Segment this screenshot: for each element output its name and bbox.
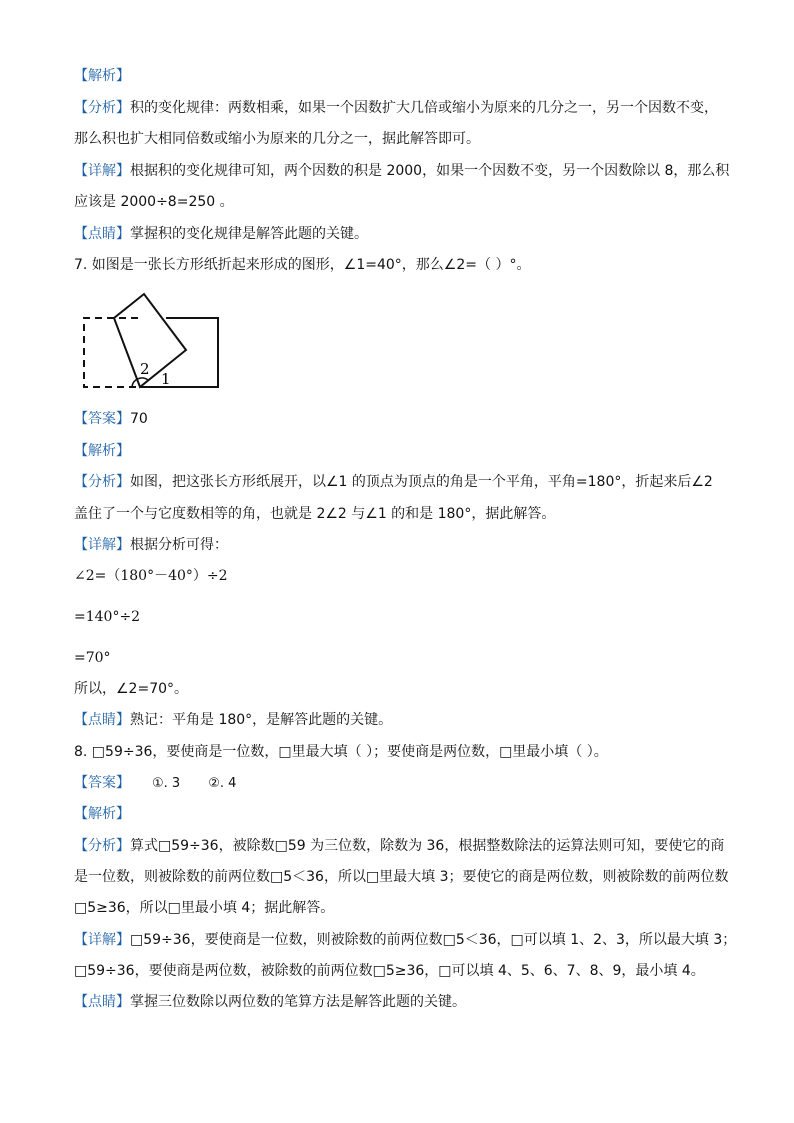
answer-line bbox=[74, 409, 148, 429]
tag-label: 【详解】 bbox=[74, 537, 130, 553]
line-text: 掌握积的变化规律是解答此题的关键。 bbox=[130, 226, 368, 242]
tag-label: 【答案】 bbox=[74, 411, 130, 427]
analysis-heading bbox=[74, 66, 130, 86]
line-text: 那么积也扩大相同倍数或缩小为原来的几分之一，据此解答即可。 bbox=[74, 131, 480, 147]
text-line bbox=[74, 992, 466, 1012]
line-text: □59÷36，要使商是一位数，则被除数的前两位数□5＜36，□可以填 1、2、3，所以最大填 3； bbox=[130, 932, 737, 948]
tag-label: 【分析】 bbox=[74, 838, 130, 854]
tag-label: 【解析】 bbox=[74, 68, 130, 84]
angle-2-label: 2 bbox=[140, 360, 150, 378]
equation-line bbox=[74, 566, 228, 586]
line-text: 掌握三位数除以两位数的笔算方法是解答此题的关键。 bbox=[130, 994, 466, 1010]
tag-label: 【分析】 bbox=[74, 100, 130, 116]
tag-label: 【分析】 bbox=[74, 474, 130, 490]
line-text: □59÷36，要使商是两位数，被除数的前两位数□5≥36，□可以填 4、5、6、7、8、9，最小填 4。 bbox=[74, 963, 705, 979]
line-text: 8. □59÷36，要使商是一位数，□里最大填（ ）；要使商是两位数，□里最小填（ ）。 bbox=[74, 744, 608, 760]
text-line bbox=[74, 898, 334, 918]
equation-text: =140°÷2 bbox=[74, 609, 141, 625]
answer-2: ②. 4 bbox=[208, 776, 237, 791]
line-text: 应该是 2000÷8=250 。 bbox=[74, 194, 234, 210]
tag-label: 【解析】 bbox=[74, 806, 130, 822]
dashed-outline bbox=[84, 318, 138, 387]
tag-label: 【详解】 bbox=[74, 163, 130, 179]
text-line bbox=[74, 224, 368, 244]
analysis-heading bbox=[74, 804, 130, 824]
text-line bbox=[74, 472, 713, 492]
equation-line bbox=[74, 607, 140, 627]
line-text: 积的变化规律：两数相乘，如果一个因数扩大几倍或缩小为原来的几分之一，另一个因数不变， bbox=[130, 100, 718, 116]
text-line bbox=[74, 867, 729, 887]
text-line bbox=[74, 836, 724, 856]
question-8 bbox=[74, 742, 608, 762]
equation-line bbox=[74, 648, 111, 668]
tag-label: 【点睛】 bbox=[74, 712, 130, 728]
tag-label: 【详解】 bbox=[74, 932, 130, 948]
angle-1-label: 1 bbox=[161, 370, 171, 388]
text-line bbox=[74, 679, 188, 699]
text-line bbox=[74, 710, 392, 730]
folded-flap bbox=[114, 294, 186, 387]
line-text: □5≥36，所以□里最小填 4；据此解答。 bbox=[74, 900, 335, 916]
answer-1: ①. 3 bbox=[152, 776, 181, 791]
tag-label: 【点睛】 bbox=[74, 226, 130, 242]
line-text: 是一位数，则被除数的前两位数□5＜36，所以□里最大填 3；要使它的商是两位数，则被除数的前两位数 bbox=[74, 869, 729, 885]
line-text: 熟记：平角是 180°，是解答此题的关键。 bbox=[130, 712, 393, 728]
folded-paper-figure bbox=[78, 288, 228, 392]
text-line bbox=[74, 192, 234, 212]
text-line bbox=[74, 129, 480, 149]
tag-label: 【解析】 bbox=[74, 443, 130, 459]
line-text: 所以，∠2=70°。 bbox=[74, 681, 189, 697]
tag-label: 【点睛】 bbox=[74, 994, 130, 1010]
question-7 bbox=[74, 255, 530, 275]
answer-line bbox=[74, 773, 236, 794]
text-line bbox=[74, 504, 555, 524]
text-line bbox=[74, 161, 729, 181]
line-text: 算式□59÷36，被除数□59 为三位数，除数为 36，根据整数除法的运算法则可知，要使它的商 bbox=[130, 838, 725, 854]
tag-label: 【答案】 bbox=[74, 775, 130, 791]
line-text: 盖住了一个与它度数相等的角，也就是 2∠2 与∠1 的和是 180°，据此解答。 bbox=[74, 506, 556, 522]
text-line bbox=[74, 961, 705, 981]
text-line bbox=[74, 535, 228, 555]
line-text: 根据积的变化规律可知，两个因数的积是 2000，如果一个因数不变，另一个因数除以 8，那么积 bbox=[130, 163, 730, 179]
analysis-heading bbox=[74, 441, 130, 461]
line-text: 7. 如图是一张长方形纸折起来形成的图形，∠1=40°，那么∠2=（ ）°。 bbox=[74, 257, 531, 273]
line-text: 根据分析可得： bbox=[130, 537, 228, 553]
answer-value: 70 bbox=[130, 411, 148, 427]
text-line bbox=[74, 930, 736, 950]
text-line bbox=[74, 98, 718, 118]
equation-text: =70° bbox=[74, 650, 111, 666]
line-text: 如图，把这张长方形纸展开，以∠1 的顶点为顶点的角是一个平角，平角=180°，折起来后∠2 bbox=[130, 474, 713, 490]
equation-text: ∠2=（180°－40°）÷2 bbox=[74, 568, 228, 584]
